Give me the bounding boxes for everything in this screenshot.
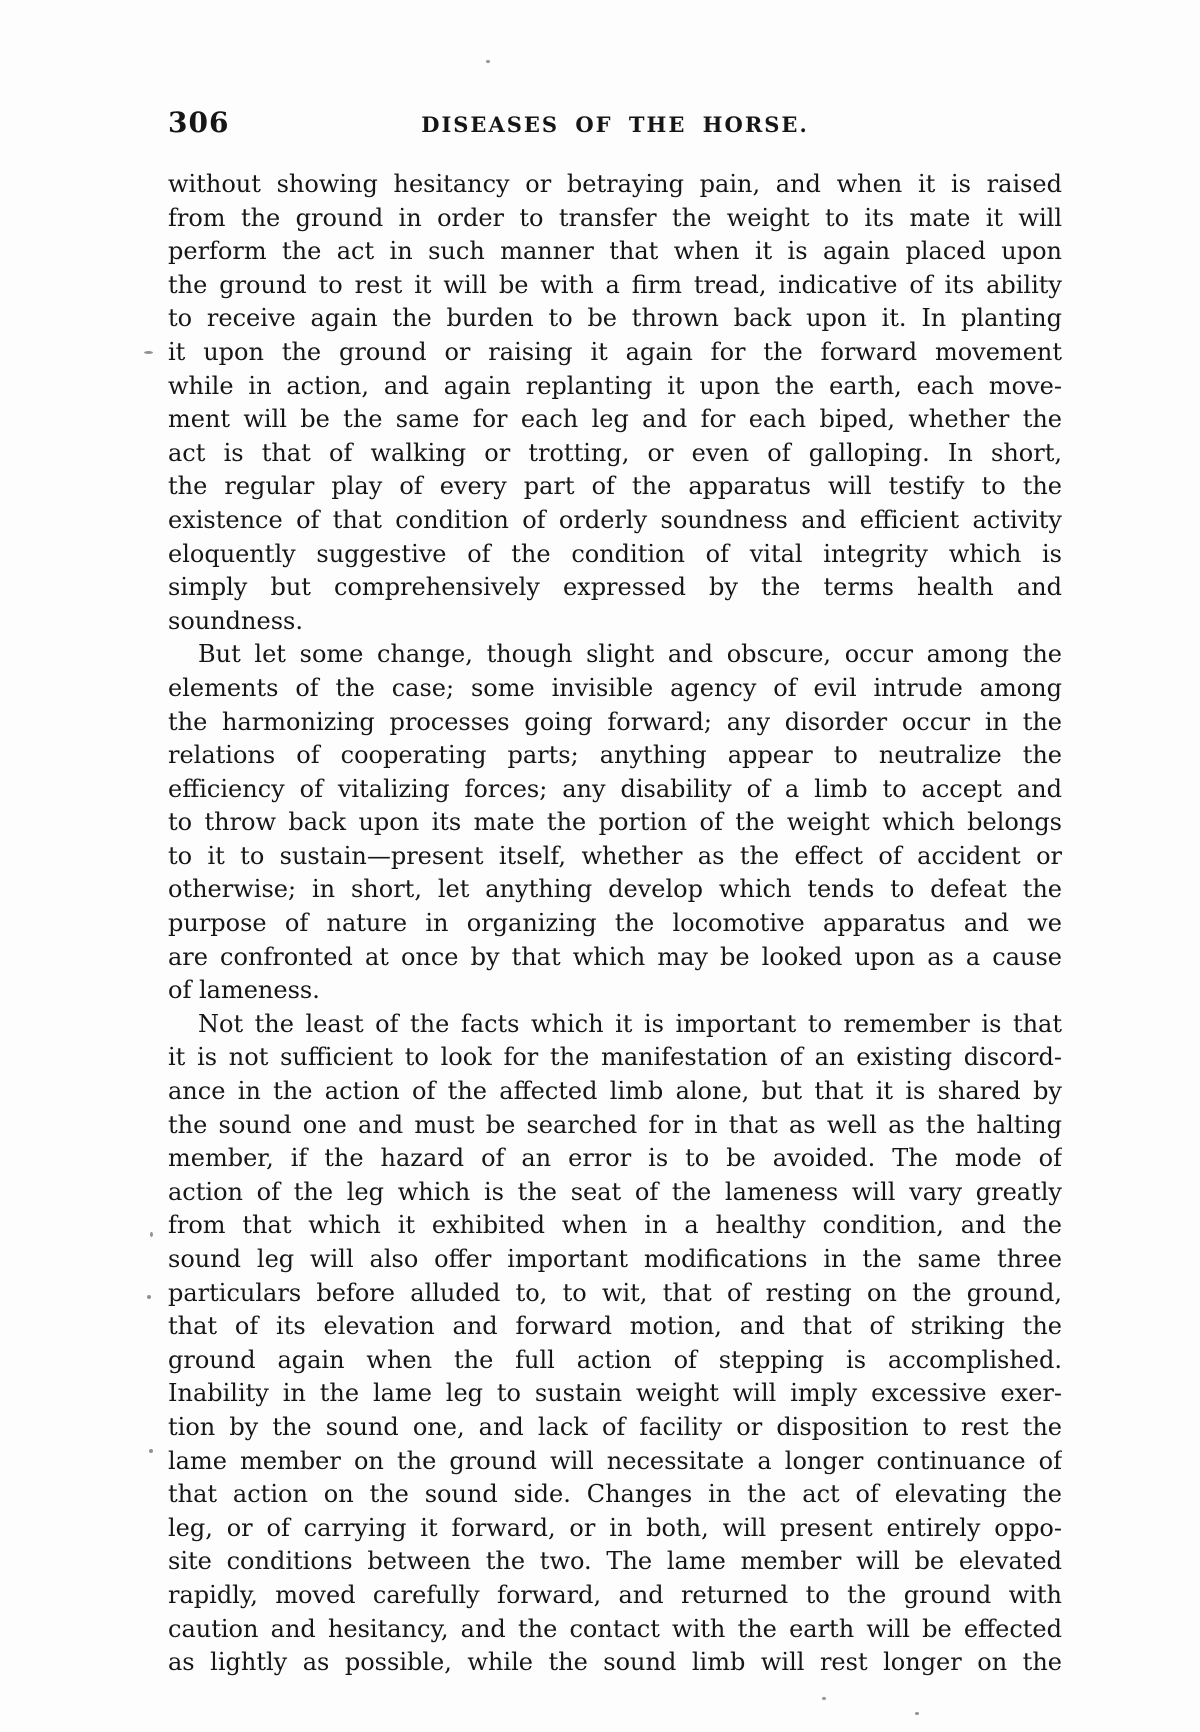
text-line: site conditions between the two. The lame member will be elevated (168, 1547, 1062, 1576)
text-line: lame member on the ground will necessitate a longer continuance of (168, 1446, 1062, 1475)
text-line: relations of cooperating parts; anything appear to neutralize the (168, 741, 1062, 770)
text-line: But let some change, though slight and obscure, occur among the (198, 640, 1062, 669)
text-line: action of the leg which is the seat of the lameness will vary greatly (168, 1177, 1062, 1206)
page-title: DISEASES OF THE HORSE. (421, 112, 809, 137)
scan-speck (147, 1295, 151, 1299)
text-line: act is that of walking or trotting, or even of galloping. In short, (168, 438, 1062, 467)
text-line: as lightly as possible, while the sound limb will rest longer on the (168, 1648, 1062, 1677)
text-line: from that which it exhibited when in a healthy condition, and the (168, 1211, 1062, 1240)
text-line: eloquently suggestive of the condition of vital integrity which is (168, 539, 1062, 568)
scan-speck (144, 351, 153, 354)
text-line: the ground to rest it will be with a firm tread, indicative of its ability (168, 270, 1062, 299)
text-line: to it to sustain—present itself, whether as the effect of accident or (168, 841, 1062, 870)
text-line: caution and hesitancy, and the contact with the earth will be effected (168, 1614, 1062, 1643)
text-line: it is not sufficient to look for the manifestation of an existing discord- (168, 1043, 1062, 1072)
text-line: while in action, and again replanting it upon the earth, each move- (168, 371, 1062, 400)
text-line: soundness. (168, 606, 303, 635)
running-header (168, 106, 1062, 142)
text-line: the sound one and must be searched for in that as well as the halting (168, 1110, 1062, 1139)
scan-speck (822, 1697, 826, 1700)
text-line: elements of the case; some invisible agency of evil intrude among (168, 673, 1062, 702)
text-line: otherwise; in short, let anything develop which tends to defeat the (168, 875, 1062, 904)
text-line: ance in the action of the affected limb alone, but that it is shared by (168, 1077, 1062, 1106)
text-line: to receive again the burden to be thrown back upon it. In planting (168, 304, 1062, 333)
text-line: purpose of nature in organizing the locomotive apparatus and we (168, 909, 1062, 938)
text-line: sound leg will also offer important modifications in the same three (168, 1245, 1062, 1273)
text-line: Inability in the lame leg to sustain weight will imply excessive exer- (168, 1379, 1062, 1408)
text-line: simply but comprehensively expressed by the terms health and (168, 573, 1062, 602)
text-line: the harmonizing processes going forward; any disorder occur in the (168, 707, 1062, 736)
text-line: leg, or of carrying it forward, or in both, will present entirely oppo- (168, 1513, 1062, 1542)
text-line: that action on the sound side. Changes in the act of elevating the (168, 1480, 1062, 1509)
text-line: the regular play of every part of the apparatus will testify to the (168, 472, 1062, 501)
scan-speck (915, 1712, 919, 1715)
text-line: to throw back upon its mate the portion of the weight which belongs (168, 808, 1062, 837)
scan-speck (486, 60, 490, 63)
text-line: efficiency of vitalizing forces; any disability of a limb to accept and (168, 774, 1062, 803)
page-body (168, 168, 1062, 1680)
text-line: from the ground in order to transfer the weight to its mate it will (168, 203, 1062, 232)
scan-speck (150, 1232, 153, 1237)
text-column (168, 106, 1062, 1680)
text-line: existence of that condition of orderly soundness and efficient activity (168, 505, 1062, 534)
text-line: that of its elevation and forward motion, and that of striking the (168, 1312, 1062, 1341)
text-line: of lameness. (168, 976, 320, 1005)
page-number: 306 (168, 106, 230, 139)
scan-speck (149, 1449, 153, 1453)
text-line: member, if the hazard of an error is to be avoided. The mode of (168, 1144, 1062, 1173)
text-line: it upon the ground or raising it again for the forward movement (168, 337, 1062, 366)
text-line: perform the act in such manner that when it is again placed upon (168, 237, 1062, 266)
text-line: ground again when the full action of stepping is accomplished. (168, 1345, 1062, 1374)
text-line: rapidly, moved carefully forward, and returned to the ground with (168, 1580, 1062, 1609)
text-line: are confronted at once by that which may be looked upon as a cause (168, 942, 1062, 971)
text-line: tion by the sound one, and lack of facility or disposition to rest the (168, 1412, 1062, 1441)
text-line: ment will be the same for each leg and for each biped, whether the (168, 405, 1062, 434)
text-line: particulars before alluded to, to wit, that of resting on the ground, (168, 1278, 1062, 1307)
text-line: Not the least of the facts which it is important to remember is that (198, 1009, 1062, 1038)
text-line: without showing hesitancy or betraying pain, and when it is raised (168, 170, 1062, 198)
